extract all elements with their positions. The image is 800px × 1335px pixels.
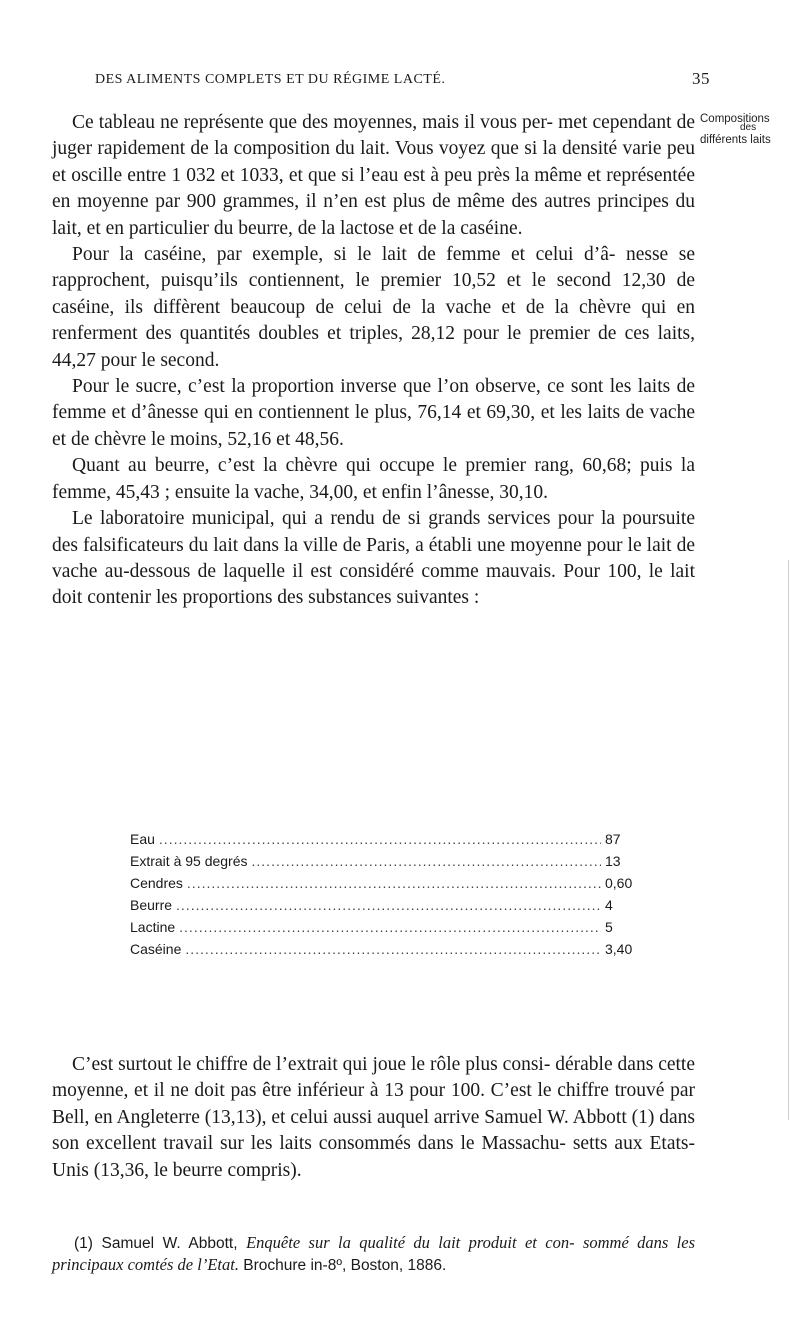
closing-paragraph: C’est surtout le chiffre de l’extrait qui joue le rôle plus consi- dérable dans cette moyenne, et il ne doit pas être inférieur à 13 pour 100. C’est le chiffre trouvé par Bell, en Angleterre (13,13), et celui aussi auquel arrive Samuel W. Abbott (1) dans son excellent travail sur les laits consommés dans le Massachu- setts aux Etats-Unis (13,36, le beurre compris). — [52, 1054, 695, 1181]
row-label: Cendres — [130, 875, 183, 891]
row-label: Eau — [130, 831, 155, 847]
page-number: 35 — [692, 69, 710, 88]
running-head — [95, 69, 710, 88]
table-row — [130, 828, 645, 850]
row-value: 4 — [605, 897, 613, 913]
row-value: 13 — [605, 853, 621, 869]
composition-table — [130, 828, 645, 960]
margin-note-line3: différents laits — [700, 134, 771, 146]
paragraph-4: Quant au beurre, c’est la chèvre qui occupe le premier rang, 60,68; puis la femme, 45,43 ; ensuite la vache, 34,00, et enfin l’ânesse, 30,10. — [52, 455, 695, 503]
body-text — [52, 110, 695, 612]
table-row — [130, 850, 645, 872]
footnote — [52, 1232, 695, 1276]
row-value: 5 — [605, 919, 613, 935]
row-value: 87 — [605, 831, 621, 847]
paragraph-3: Pour le sucre, c’est la proportion inverse que l’on observe, ce sont les laits de femme et d’ânesse qui en contiennent le plus, 76,14 et 69,30, et les laits de vache et de chèvre le moins, 52,16 et 48,56. — [52, 376, 695, 450]
margin-note-line1: Compositions — [700, 113, 770, 125]
row-value: 0,60 — [605, 875, 633, 891]
row-label: Caséine — [130, 941, 182, 957]
footnote-author: Samuel W. Abbott, — [101, 1235, 238, 1252]
row-label: Beurre — [130, 897, 173, 913]
row-label: Extrait à 95 degrés — [130, 853, 248, 869]
row-value: 3,40 — [605, 941, 633, 957]
footnote-marker: (1) — [74, 1235, 93, 1252]
paragraph-2: Pour la caséine, par exemple, si le lait de femme et celui d’â- nesse se rapprochent, puisqu’ils contiennent, le premier 10,52 et le second 12,30 de caséine, ils diffèrent beaucoup de celui de la vache et de la chèvre qui en renferment des quantités doubles et triples, 28,12 pour le premier de ces laits, 44,27 pour le second. — [52, 244, 695, 371]
paragraph-1: Ce tableau ne représente que des moyennes, mais il vous per- met cependant de juger rapidement de la composition du lait. Vous voyez que si la densité varie peu et oscille entre 1 032 et 1033, et que si l’eau est à peu près la même et représentée en moyenne par 900 grammes, il n’en est plus de même des autres principes du lait, et en particulier du beurre, de la lactose et de la caséine. — [52, 112, 695, 239]
margin-note — [700, 112, 795, 148]
row-label: Lactine — [130, 919, 176, 935]
page-edge-shadow — [788, 560, 789, 1120]
margin-note-sup: des — [740, 122, 757, 133]
running-title: DES ALIMENTS COMPLETS ET DU RÉGIME LACTÉ. — [95, 72, 446, 87]
table-row — [130, 916, 645, 938]
paragraph-5: Le laboratoire municipal, qui a rendu de si grands services pour la poursuite des falsificateurs du lait dans la ville de Paris, a établi une moyenne pour le lait de vache au-dessous de laquelle il est considéré comme mauvais. Pour 100, le lait doit contenir les proportions des substances suivantes : — [52, 508, 695, 609]
footnote-details: Brochure in-8º, Boston, 1886. — [243, 1257, 447, 1274]
table-row — [130, 938, 645, 960]
closing-text — [52, 1052, 695, 1184]
table-row — [130, 872, 645, 894]
table-row — [130, 894, 645, 916]
footnote-title: Enquête sur la qualité du lait produit et con- sommé dans les principaux comtés de l’Etat. — [52, 1233, 696, 1274]
